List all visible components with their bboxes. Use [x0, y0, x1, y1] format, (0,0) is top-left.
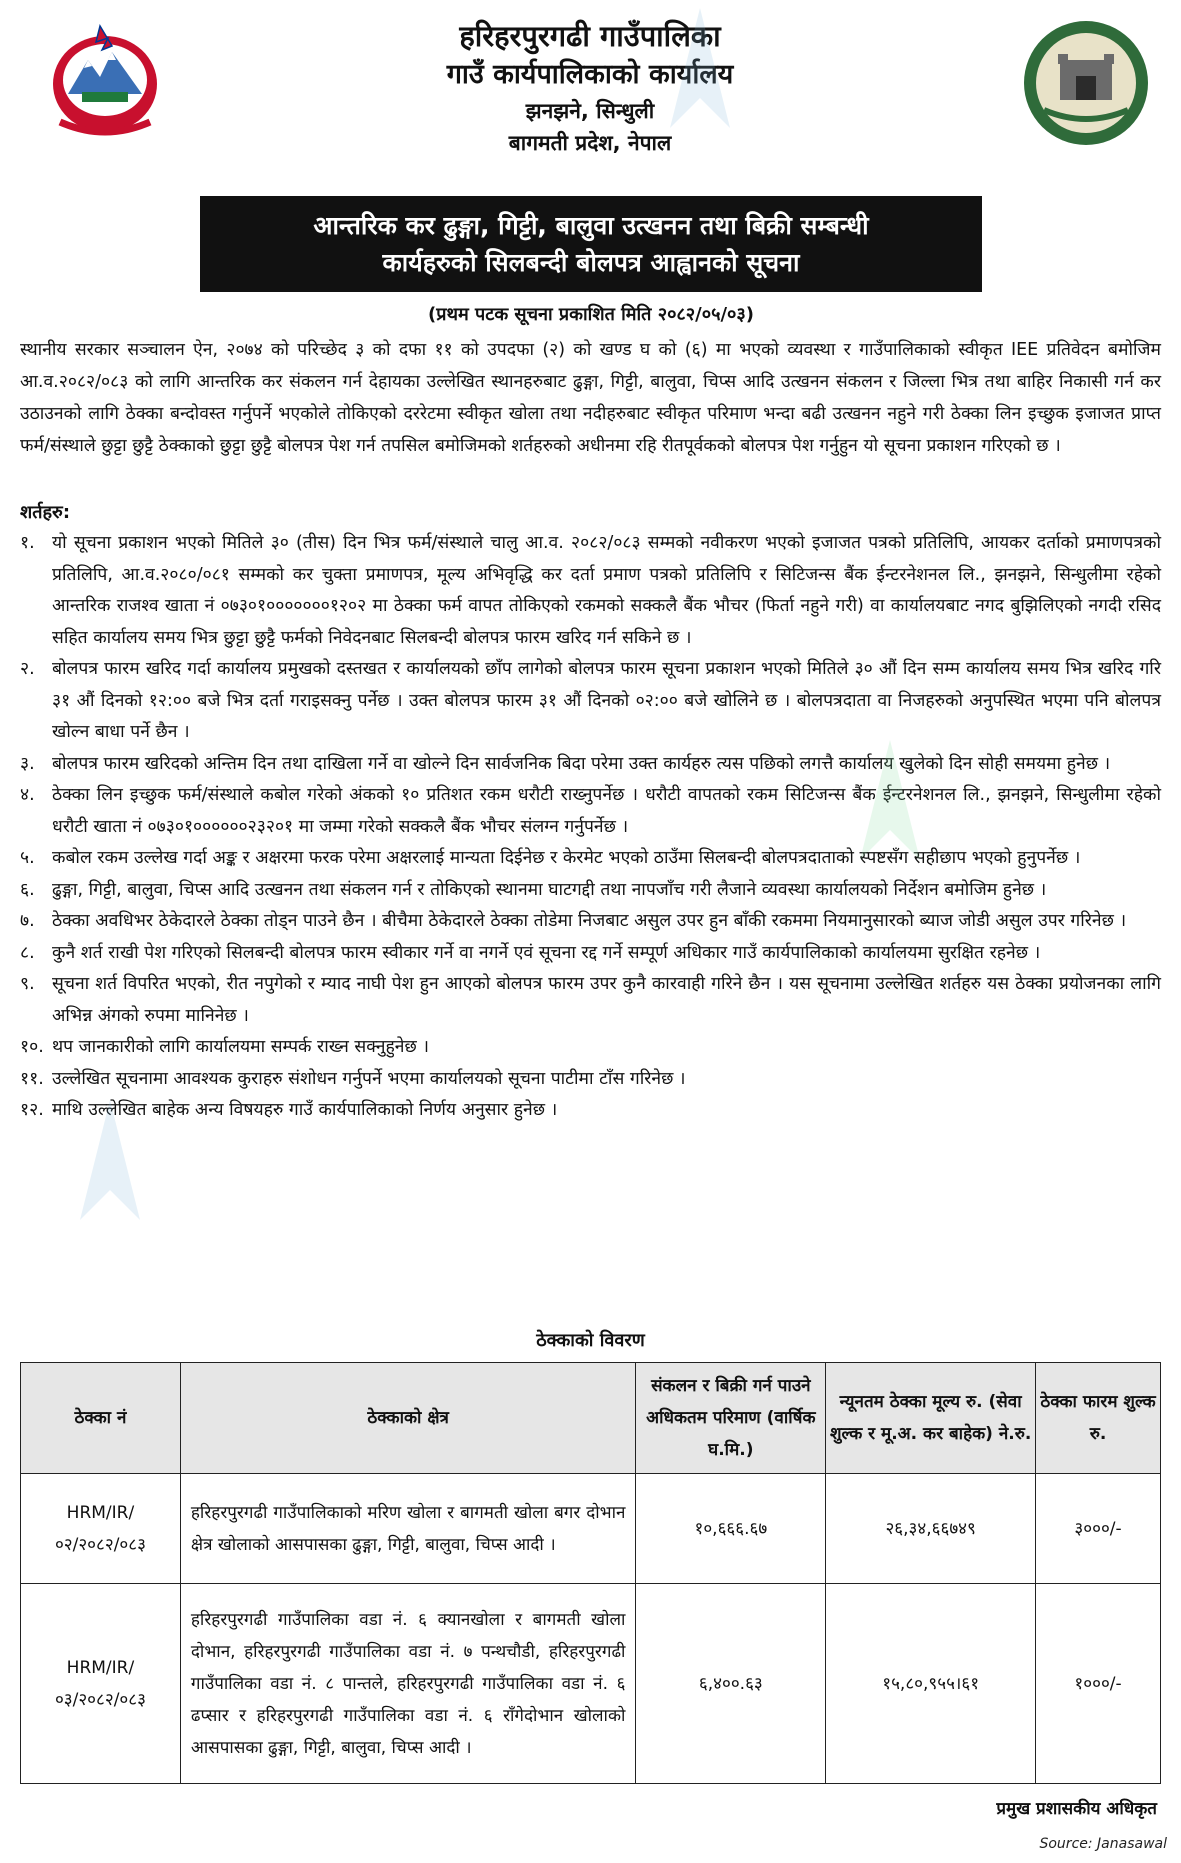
cell-quantity: ६,४००.६३ — [636, 1584, 826, 1784]
cell-fee: १०००/- — [1036, 1584, 1161, 1784]
condition-number: १. — [20, 533, 35, 553]
condition-item — [20, 969, 1161, 1032]
condition-text: ठेक्का लिन इच्छुक फर्म/संस्थाले कबोल गरेको अंकको १० प्रतिशत रकम धरौटी राख्नुपर्नेछ । धरौटी वापतको रकम सिटिजन्स बैंक ईन्टरनेशनल लि., झनझने, सिन्धुलीमा रहेको धरौटी खाता नं ०७३०१००००००२३२०१ मा जम्मा गरेको सक्कलै बैंक भौचर संलग्न गर्नुपर्नेछ । — [52, 785, 1161, 837]
table-row — [21, 1474, 1161, 1584]
condition-item — [20, 654, 1161, 749]
condition-text: कुनै शर्त राखी पेश गरिएको सिलबन्दी बोलपत्र फारम स्वीकार गर्ने वा नगर्ने एवं सूचना रद्द गर्ने सम्पूर्ण अधिकार गाउँ कार्यपालिकाको कार्यालयमा सुरक्षित रहनेछ । — [52, 942, 1041, 963]
source-credit: Source: Janasawal — [1039, 1836, 1167, 1852]
notice-title-box — [200, 196, 982, 292]
nepal-emblem-logo — [40, 22, 170, 142]
notice-title-line-1: आन्तरिक कर ढुङ्गा, गिट्टी, बालुवा उत्खनन तथा बिक्री सम्बन्धी — [313, 210, 869, 240]
condition-item — [20, 1064, 1161, 1096]
table-row — [21, 1584, 1161, 1784]
signatory-title: प्रमुख प्रशासकीय अधिकृत — [996, 1799, 1157, 1819]
cell-contract-no: HRM/IR/ ०२/२०८२/०८३ — [21, 1474, 181, 1584]
condition-text: उल्लेखित सूचनामा आवश्यक कुराहरु संशोधन गर्नुपर्ने भएमा कार्यालयको सूचना पाटीमा टाँस गरिनेछ । — [52, 1068, 686, 1089]
conditions-list — [20, 528, 1161, 1127]
condition-text: यो सूचना प्रकाशन भएको मितिले ३० (तीस) दिन भित्र फर्म/संस्थाले चालु आ.व. २०८२/०८३ सम्मको नवीकरण भएको इजाजत पत्रको प्रतिलिपि, आयकर दर्ताको प्रमाणपत्रको प्रतिलिपि, आ.व.२०८०/०८१ सम्मको कर चुक्ता प्रमाणपत्र, मूल्य अभिवृद्धि कर दर्ता प्रमाण पत्रको प्रतिलिपि र सिटिजन्स बैंक ईन्टरनेशनल लि., झनझने, सिन्धुलीमा रहेको आन्तरिक राजश्व खाता नं ०७३०१०००००००१२०२ मा ठेक्का फर्म वापत तोकिएको रकमको सक्कलै बैंक भौचर (फिर्ता नहुने गरी) वा कार्यालयबाट नगद बुझिलिएको नगदी रसिद सहित कार्यालय समय भित्र छुट्टा छुट्टै फर्मको निवेदनबाट सिलबन्दी बोलपत्र फारम खरिद गर्न सकिने छ । — [52, 533, 1161, 648]
municipality-seal-logo — [1020, 18, 1152, 148]
cell-min-price: २६,३४,६६७४९ — [826, 1474, 1036, 1584]
cell-contract-no: HRM/IR/ ०३/२०८२/०८३ — [21, 1584, 181, 1784]
condition-item — [20, 749, 1161, 781]
cell-area: हरिहरपुरगढी गाउँपालिका वडा नं. ६ क्यानखोला र बागमती खोला दोभान, हरिहरपुरगढी गाउँपालिका वडा नं. ७ पन्थचौडी, हरिहरपुरगढी गाउँपालिका वडा नं. ८ पान्तले, हरिहरपुरगढी गाउँपालिका वडा नं. ६ ढप्सार र हरिहरपुरगढी गाउँपालिका वडा नं. ६ राँगेदोभान खोलाको आसपासका ढुङ्गा, गिट्टी, बालुवा, चिप्स आदी । — [180, 1584, 636, 1784]
condition-item — [20, 938, 1161, 970]
condition-text: बोलपत्र फारम खरिदको अन्तिम दिन तथा दाखिला गर्ने वा खोल्ने दिन सार्वजनिक बिदा परेमा उक्त कार्यहरु त्यस पछिको लगत्तै कार्यालय खुलेको दिन सोही समयमा हुनेछ । — [52, 753, 1111, 774]
condition-item — [20, 528, 1161, 654]
condition-text: थप जानकारीको लागि कार्यालयमा सम्पर्क राख्न सक्नुहुनेछ । — [52, 1037, 429, 1057]
header-contract-no: ठेक्का नं — [21, 1363, 181, 1474]
condition-number: २. — [20, 659, 35, 679]
condition-text: माथि उल्लेखित बाहेक अन्य विषयहरु गाउँ कार्यपालिकाको निर्णय अनुसार हुनेछ । — [52, 1100, 558, 1120]
condition-item — [20, 843, 1161, 875]
condition-number: ३. — [20, 753, 35, 774]
header-area: ठेक्काको क्षेत्र — [180, 1363, 636, 1474]
header-min-price: न्यूनतम ठेक्का मूल्य रु. (सेवा शुल्क र मू.अ. कर बाहेक) ने.रु. — [826, 1363, 1036, 1474]
contract-table-title: ठेक्काको विवरण — [536, 1330, 645, 1351]
cell-min-price: १५,८०,९५५।६१ — [826, 1584, 1036, 1784]
condition-number: १२. — [20, 1100, 44, 1120]
condition-text: ठेक्का अवधिभर ठेकेदारले ठेक्का तोड्न पाउने छैन । बीचैमा ठेकेदारले ठेक्का तोडेमा निजबाट असुल उपर हुन बाँकी रकममा नियमानुसारको ब्याज जोडी असुल उपर गरिनेछ । — [52, 911, 1127, 931]
header-quantity: संकलन र बिक्री गर्न पाउने अधिकतम परिमाण (वार्षिक घ.मि.) — [636, 1363, 826, 1474]
condition-number: ११. — [20, 1068, 44, 1089]
table-header-row — [21, 1363, 1161, 1474]
conditions-heading: शर्तहरु: — [20, 502, 71, 523]
office-name: गाउँ कार्यपालिकाको कार्यालय — [446, 59, 734, 91]
condition-item — [20, 906, 1161, 938]
condition-number: ८. — [20, 942, 35, 963]
condition-item — [20, 1095, 1161, 1127]
office-header — [200, 18, 980, 157]
condition-item — [20, 1032, 1161, 1064]
cell-area: हरिहरपुरगढी गाउँपालिकाको मरिण खोला र बागमती खोला बगर दोभान क्षेत्र खोलाको आसपासका ढुङ्गा, गिट्टी, बालुवा, चिप्स आदी । — [180, 1474, 636, 1584]
condition-text: सूचना शर्त विपरित भएको, रीत नपुगेको र म्याद नाघी पेश हुन आएको बोलपत्र फारम उपर कुनै कारवाही गरिने छैन । यस सूचनामा उल्लेखित शर्तहरु यस ठेक्का प्रयोजनका लागि अभिन्न अंगको रुपमा मानिनेछ । — [52, 974, 1161, 1026]
condition-text: कबोल रकम उल्लेख गर्दा अङ्क र अक्षरमा फरक परेमा अक्षरलाई मान्यता दिईनेछ र केरमेट भएको ठाउँमा सिलबन्दी बोलपत्रदाताको स्पष्टसँग सहीछाप भएको हुनुपर्नेछ । — [52, 848, 1081, 868]
municipality-name: हरिहरपुरगढी गाउँपालिका — [459, 19, 721, 53]
condition-text: बोलपत्र फारम खरिद गर्दा कार्यालय प्रमुखको दस्तखत र कार्यालयको छाँप लागेको बोलपत्र फारम सूचना प्रकाशन भएको मितिले ३० औं दिन सम्म कार्यालय समय भित्र खरिद गरि ३१ औं दिनको १२:०० बजे भित्र दर्ता गराइसक्नु पर्नेछ । उक्त बोलपत्र फारम ३१ औं दिनको ०२:०० बजे खोलिने छ । बोलपत्रदाता वा निजहरुको अनुपस्थित भएमा पनि बोलपत्र खोल्न बाधा पर्ने छैन । — [52, 659, 1161, 742]
condition-number: ९. — [20, 974, 35, 994]
publish-date-note: (प्रथम पटक सूचना प्रकाशित मिति २०८२/०५/०३) — [428, 304, 754, 325]
condition-number: १०. — [20, 1037, 44, 1057]
office-location: झनझने, सिन्धुली — [525, 99, 655, 123]
condition-number: ४. — [20, 785, 35, 805]
province-country: बागमती प्रदेश, नेपाल — [508, 131, 672, 156]
condition-number: ५. — [20, 848, 35, 868]
contract-table — [20, 1362, 1161, 1784]
condition-item — [20, 780, 1161, 843]
cell-fee: ३०००/- — [1036, 1474, 1161, 1584]
cell-quantity: १०,६६६.६७ — [636, 1474, 826, 1584]
condition-number: ६. — [20, 879, 35, 900]
condition-item — [20, 875, 1161, 907]
header-fee: ठेक्का फारम शुल्क रु. — [1036, 1363, 1161, 1474]
intro-paragraph: स्थानीय सरकार सञ्चालन ऐन, २०७४ को परिच्छेद ३ को दफा ११ को उपदफा (२) को खण्ड घ को (६) मा भएको व्यवस्था र गाउँपालिकाको स्वीकृत IEE प्रतिवेदन बमोजिम आ.व.२०८२/०८३ को लागि आन्तरिक कर संकलन गर्न देहायका उल्लेखित स्थानहरुबाट ढुङ्गा, गिट्टी, बालुवा, चिप्स आदि उत्खनन संकलन र जिल्ला भित्र तथा बाहिर निकासी गर्न कर उठाउनको लागि ठेक्का बन्दोवस्त गर्नुपर्ने भएकोले तोकिएको दररेटमा स्वीकृत खोला तथा नदीहरुबाट स्वीकृत परिमाण भन्दा बढी उत्खनन नहुने गरी ठेक्का लिन इच्छुक इजाजत प्राप्त फर्म/संस्थाले छुट्टा छुट्टै ठेक्काको छुट्टा छुट्टै बोलपत्र पेश गर्न तपसिल बमोजिमको शर्तहरुको अधीनमा रहि रीतपूर्वकको बोलपत्र पेश गर्नुहुन यो सूचना प्रकाशन गरिएको छ । — [20, 340, 1161, 456]
condition-text: ढुङ्गा, गिट्टी, बालुवा, चिप्स आदि उत्खनन तथा संकलन गर्न र तोकिएको स्थानमा घाटगद्दी तथा नापजाँच गरी लैजाने व्यवस्था कार्यालयको निर्देशन बमोजिम हुनेछ । — [52, 879, 1047, 900]
condition-number: ७. — [20, 911, 35, 931]
notice-title-line-2: कार्यहरुको सिलबन्दी बोलपत्र आह्वानको सूचना — [382, 248, 800, 277]
